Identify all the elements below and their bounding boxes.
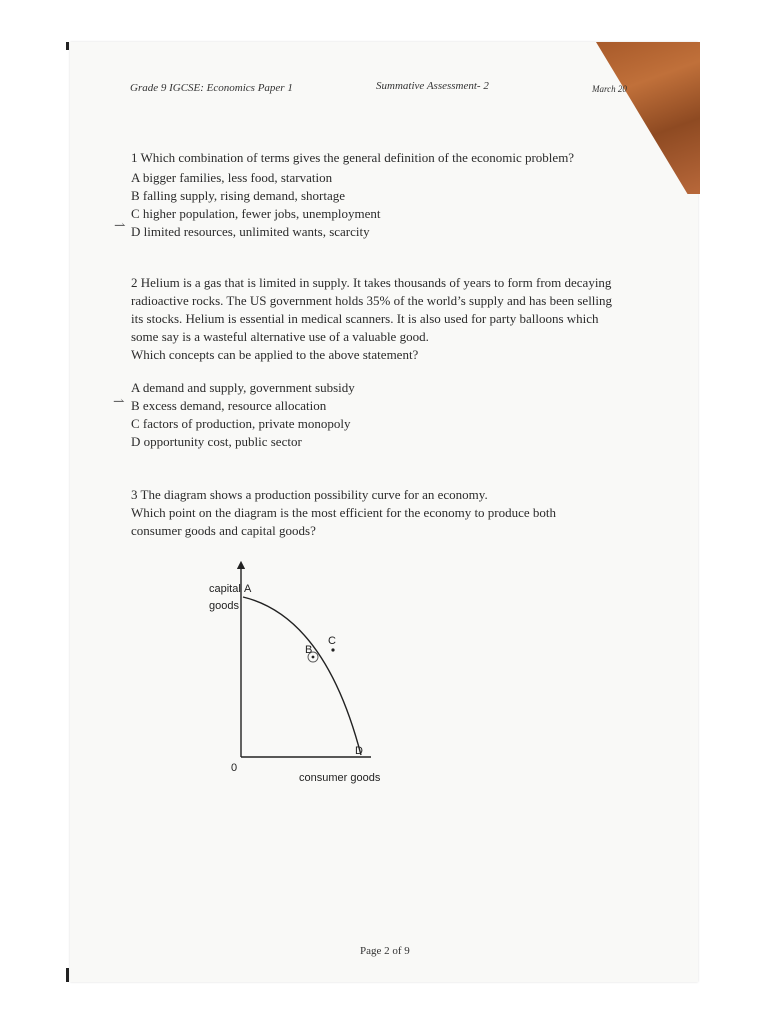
- point-a-label: A: [244, 583, 252, 595]
- y-axis-label-1: capital: [209, 583, 241, 595]
- left-edge-mark-bottom: [66, 968, 69, 982]
- q1-question: 1 Which combination of terms gives the general definition of the economic problem?: [131, 150, 575, 165]
- q2-answer-tick-icon: ⇀: [113, 395, 125, 410]
- point-c-label: C: [328, 635, 336, 647]
- ppc-diagram: [195, 555, 395, 795]
- q2-line-5: Which concepts can be applied to the above statement?: [131, 347, 419, 362]
- q3-line-3: consumer goods and capital goods?: [131, 523, 316, 538]
- x-axis-label: consumer goods: [299, 772, 381, 784]
- origin-label: 0: [231, 762, 238, 774]
- ppc-curve: [243, 597, 361, 755]
- left-edge-mark-top: [66, 42, 69, 50]
- header-assessment: Summative Assessment- 2: [376, 80, 489, 92]
- point-d-label: D: [355, 745, 363, 757]
- q2-line-4: some say is a wasteful alternative use of a valuable good.: [131, 329, 429, 344]
- header-course: Grade 9 IGCSE: Economics Paper 1: [130, 82, 293, 94]
- q2-option-b: B excess demand, resource allocation: [131, 398, 327, 413]
- q2-line-1: 2 Helium is a gas that is limited in supply. It takes thousands of years to form from decaying: [131, 275, 612, 290]
- y-axis-label-2: goods: [209, 600, 239, 612]
- point-b-label: B: [305, 644, 313, 656]
- q2-line-2: radioactive rocks. The US government holds 35% of the world’s supply and has been selling: [131, 293, 613, 308]
- q3-line-1: 3 The diagram shows a production possibility curve for an economy.: [131, 487, 488, 502]
- q2-option-d: D opportunity cost, public sector: [131, 434, 302, 449]
- point-c-dot: [331, 648, 334, 651]
- q1-answer-tick-icon: ⇀: [114, 219, 126, 234]
- point-b-dot: [312, 656, 315, 659]
- q2-option-c: C factors of production, private monopoly: [131, 416, 351, 431]
- q1-option-d: D limited resources, unlimited wants, scarcity: [131, 224, 370, 239]
- page-number: Page 2 of 9: [360, 945, 410, 957]
- q2-option-a: A demand and supply, government subsidy: [131, 380, 355, 395]
- q1-option-a: A bigger families, less food, starvation: [131, 170, 333, 185]
- q1-option-b: B falling supply, rising demand, shortage: [131, 188, 345, 203]
- header-date: March 20: [592, 84, 627, 94]
- q2-line-3: its stocks. Helium is essential in medical scanners. It is also used for party balloons which: [131, 311, 599, 326]
- q1-option-c: C higher population, fewer jobs, unemployment: [131, 206, 381, 221]
- q3-line-2: Which point on the diagram is the most efficient for the economy to produce both: [131, 505, 557, 520]
